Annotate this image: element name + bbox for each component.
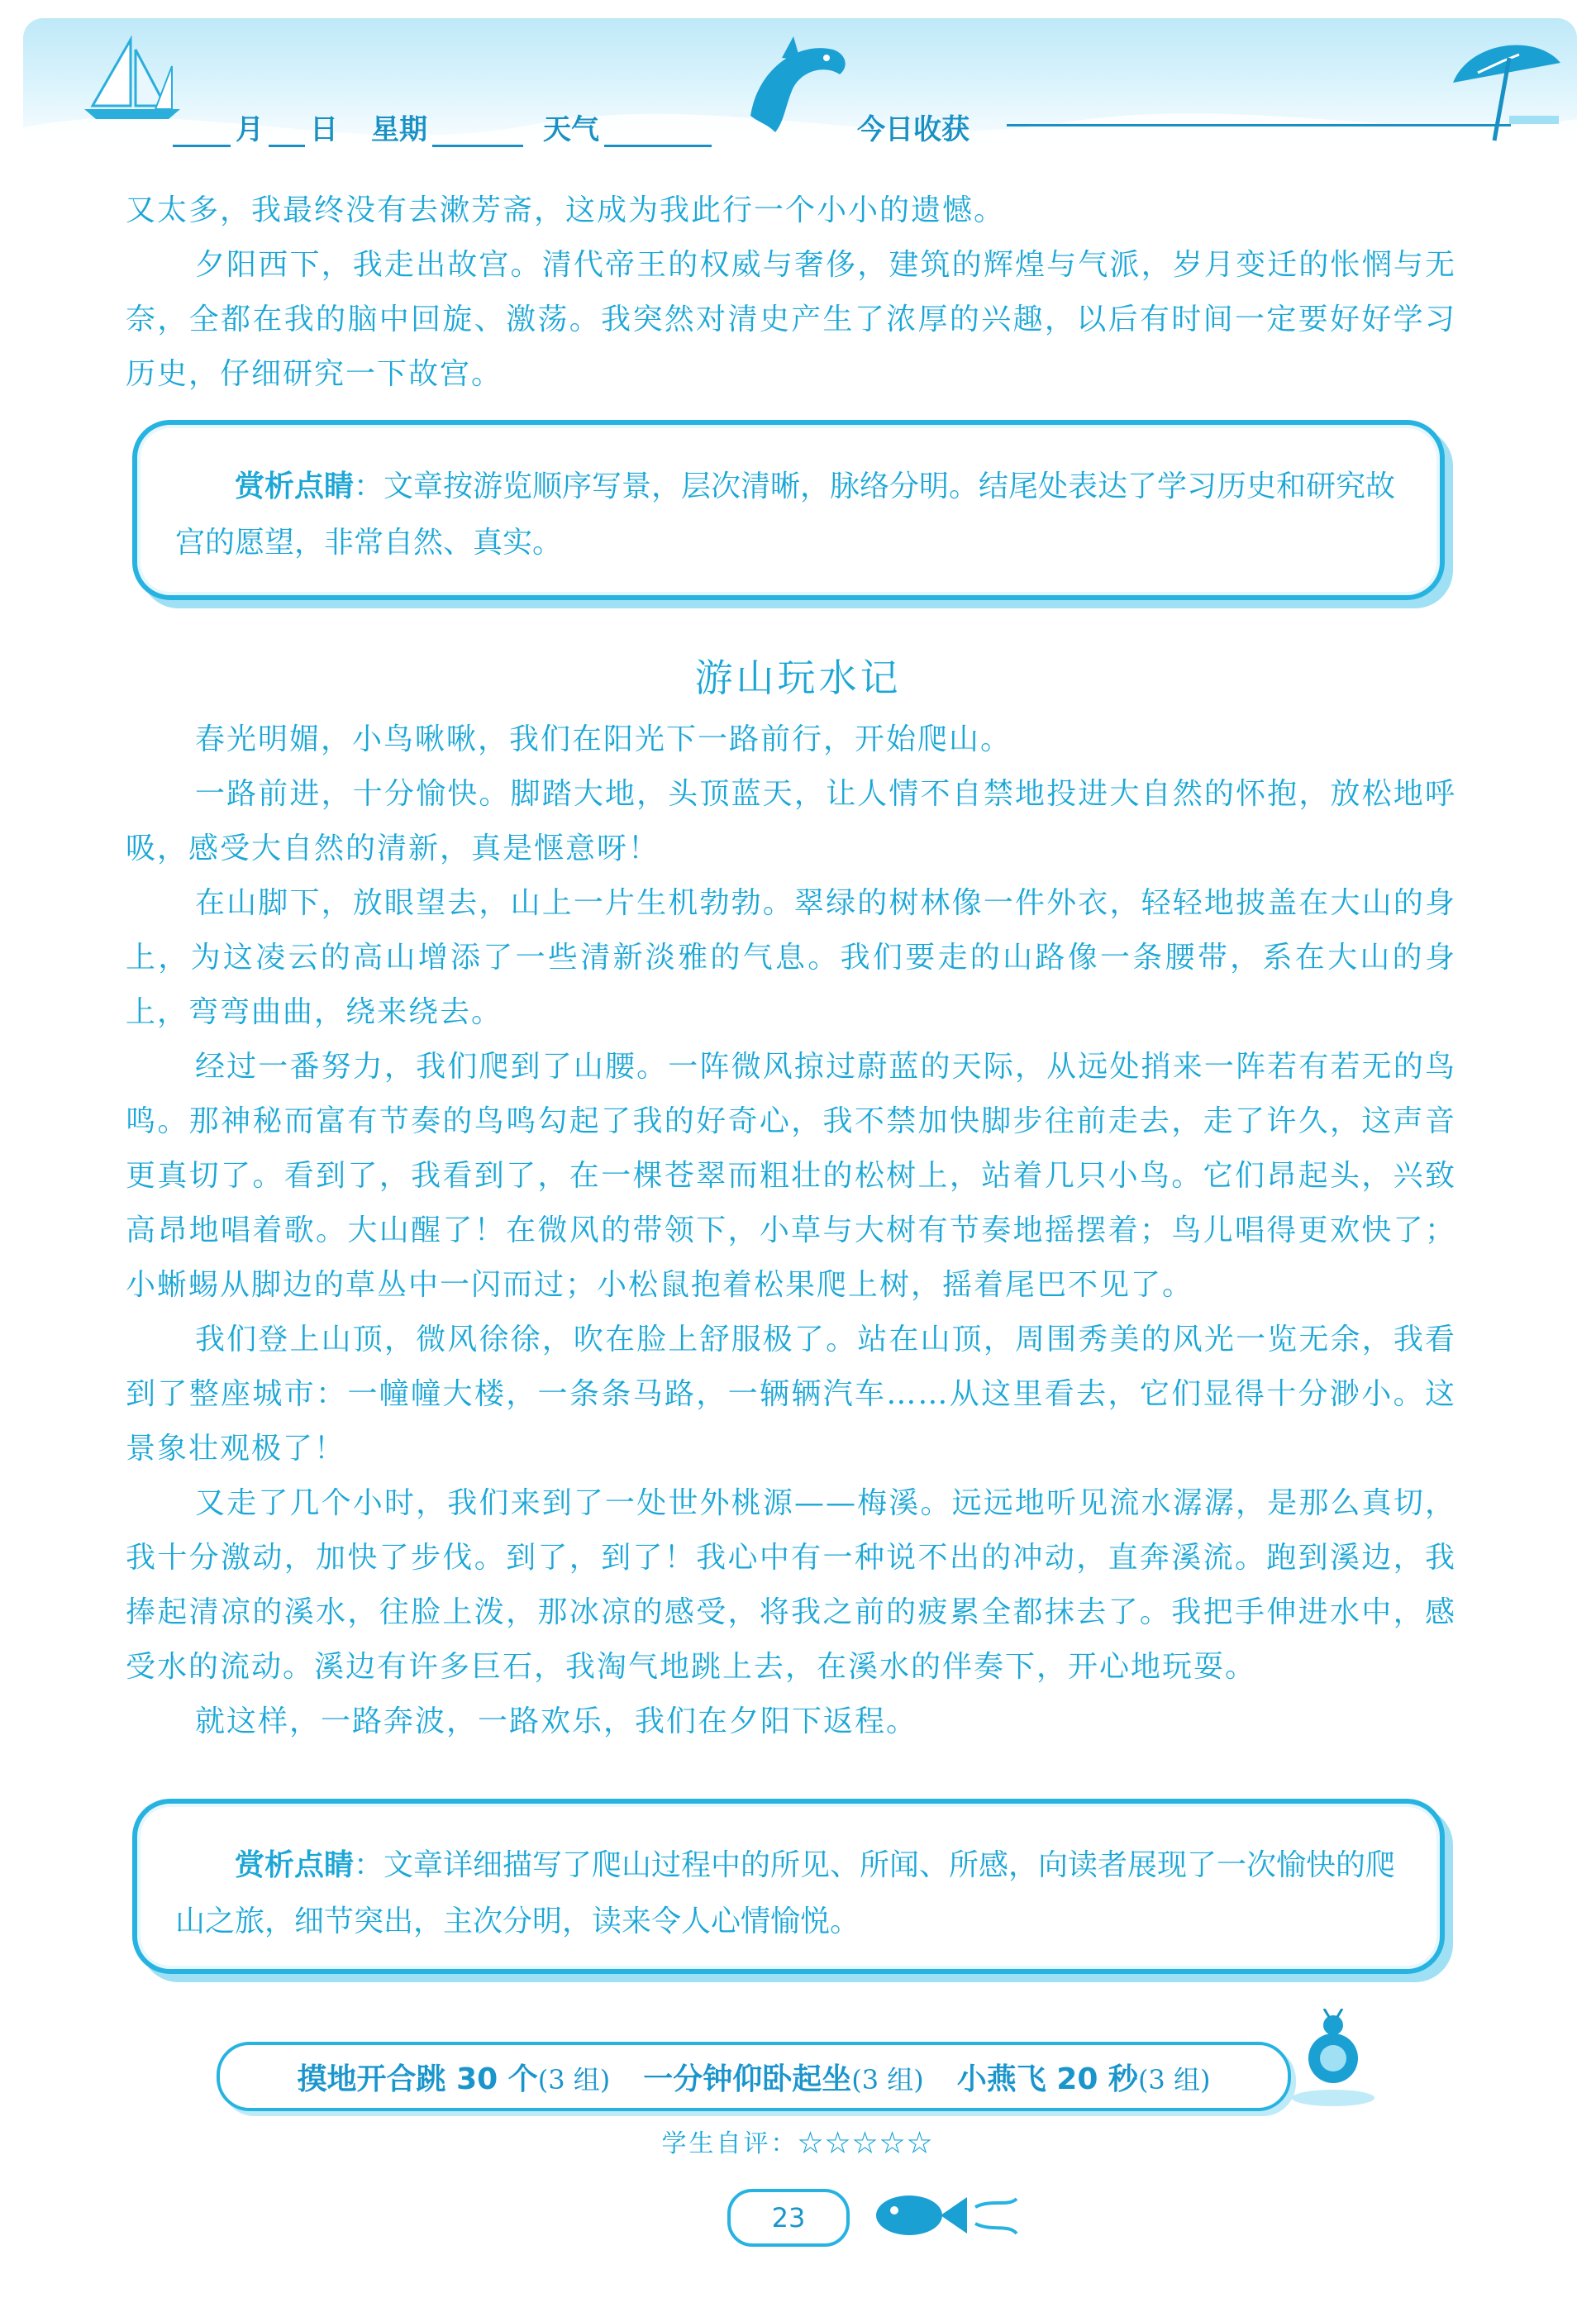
date-weather-fields — [168, 111, 970, 147]
intro-paragraph-2: 夕阳西下，我走出故宫。清代帝王的权威与奢侈，建筑的辉煌与气派，岁月变迁的怅惘与无奈，全都在我的脑中回旋、激荡。我突然对清史产生了浓厚的兴趣，以后有时间一定要好好学习历史，仔细研究一下故宫。 — [126, 248, 1456, 391]
essay-paragraph-2: 一路前进，十分愉快。脚踏大地，头顶蓝天，让人情不自禁地投进大自然的怀抱，放松地呼吸，感受大自然的清新，真是惬意呀！ — [126, 777, 1456, 865]
comment-box-1 — [132, 420, 1445, 600]
exercise-item-2-label: 一分钟仰卧起坐 — [643, 2062, 852, 2096]
weekday-blank[interactable] — [432, 117, 523, 147]
day-blank[interactable] — [269, 117, 305, 147]
beach-umbrella-icon — [1445, 25, 1569, 149]
essay-paragraph-4: 经过一番努力，我们爬到了山腰。一阵微风掠过蔚蓝的天际，从远处捎来一阵若有若无的鸟鸣。那神秘而富有节奏的鸟鸣勾起了我的好奇心，我不禁加快脚步往前走去，走了许久，这声音更真切了。看到了，我看到了，在一棵苍翠而粗壮的松树上，站着几只小鸟。它们昂起头，兴致高昂地唱着歌。大山醒了！在微风的带领下，小草与大树有节奏地摇摆着；鸟儿唱得更欢快了；小蜥蜴从脚边的草丛中一闪而过；小松鼠抱着松果爬上树，摇着尾巴不见了。 — [126, 1050, 1456, 1302]
essay-paragraph-7: 就这样，一路奔波，一路欢乐，我们在夕阳下返程。 — [195, 1704, 918, 1738]
harvest-blank[interactable] — [1007, 124, 1511, 126]
essay-paragraph-3: 在山脚下，放眼望去，山上一片生机勃勃。翠绿的树林像一件外衣，轻轻地披盖在大山的身上，为这凌云的高山增添了一些清新淡雅的气息。我们要走的山路像一条腰带，系在大山的身上，弯弯曲曲，绕来绕去。 — [126, 886, 1456, 1029]
fish-decoration-icon — [851, 2174, 1025, 2257]
month-blank[interactable] — [173, 117, 231, 147]
exercise-item-3-note: (3 组) — [1137, 2063, 1211, 2095]
page-number: 23 — [727, 2189, 850, 2247]
weekday-label: 星期 — [371, 113, 427, 146]
snail-mascot-icon — [1288, 2009, 1379, 2108]
exercise-item-1-label: 摸地开合跳 30 个 — [297, 2062, 538, 2096]
comment-text-2 — [175, 1837, 1402, 1950]
exercise-banner — [217, 2042, 1291, 2111]
essay-title: 游山玩水记 — [694, 656, 902, 700]
comment-label-2: 赏析点睛 — [235, 1847, 355, 1882]
intro-paragraph-1: 又太多，我最终没有去漱芳斋，这成为我此行一个小小的遗憾。 — [126, 193, 1006, 227]
exercise-item-2-note: (3 组) — [851, 2063, 924, 2095]
comment-body-2: ：文章详细描写了爬山过程中的所见、所闻、所感，向读者展现了一次愉快的爬山之旅，细节突出，主次分明，读来令人心情愉悦。 — [175, 1848, 1396, 1938]
exercise-item-2 — [643, 2056, 924, 2098]
weather-label: 天气 — [543, 113, 599, 146]
essay-paragraph-5: 我们登上山顶，微风徐徐，吹在脸上舒服极了。站在山顶，周围秀美的风光一览无余，我看到了整座城市：一幢幢大楼，一条条马路，一辆辆汽车……从这里看去，它们显得十分渺小。这景象壮观极了！ — [126, 1323, 1456, 1466]
student-self-evaluation: 学生自评：☆☆☆☆☆ — [661, 2129, 935, 2158]
exercise-item-3-label: 小燕飞 20 秒 — [956, 2062, 1138, 2096]
comment-label-1: 赏析点睛 — [235, 469, 355, 503]
comment-box-2 — [132, 1799, 1445, 1974]
exercise-item-1 — [298, 2056, 611, 2098]
essay-paragraph-6: 又走了几个小时，我们来到了一处世外桃源——梅溪。远远地听见流水潺潺，是那么真切，我十分激动，加快了步伐。到了，到了！我心中有一种说不出的冲动，直奔溪流。跑到溪边，我捧起清凉的溪水，往脸上泼，那冰凉的感受，将我之前的疲累全都抹去了。我把手伸进水中，感受水的流动。溪边有许多巨石，我淘气地跳上去，在溪水的伴奏下，开心地玩耍。 — [126, 1486, 1456, 1684]
day-label: 日 — [310, 113, 338, 146]
essay-paragraph-1: 春光明媚，小鸟啾啾，我们在阳光下一路前行，开始爬山。 — [195, 722, 1012, 756]
weather-blank[interactable] — [604, 117, 712, 147]
harvest-label: 今日收获 — [857, 113, 970, 146]
page-header — [23, 18, 1577, 157]
comment-text-1 — [175, 458, 1402, 571]
exercise-item-3 — [957, 2056, 1211, 2098]
comment-body-1: ：文章按游览顺序写景，层次清晰，脉络分明。结尾处表达了学习历史和研究故宫的愿望，非常自然、真实。 — [175, 470, 1396, 560]
exercise-item-1-note: (3 组) — [537, 2063, 611, 2095]
month-label: 月 — [236, 113, 264, 146]
